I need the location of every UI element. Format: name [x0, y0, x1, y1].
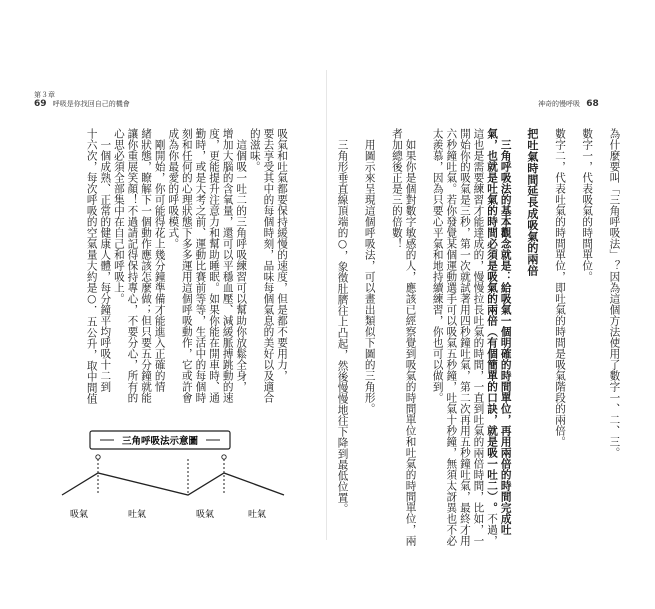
left-body-line: 心思必須全部集中在自己和呼吸上。 [112, 128, 125, 304]
intro-line-3: 數字二，代表吐氣的時間單位，即吐氣的時間是吸氣階段的兩倍。 [554, 128, 567, 447]
breath-wave-line [62, 473, 284, 495]
left-body-line: 一個成熟、正常的健康人體，每分鐘平均呼吸十二到 [99, 128, 112, 392]
left-body-line: 成為你最愛的呼吸模式。 [167, 128, 180, 249]
right-page [328, 0, 655, 609]
left-running-header [34, 100, 130, 109]
left-body-line: 的滋味。 [248, 128, 261, 172]
left-body-line: 勤時，或是大考之前、運動比賽前等等，生活中的每個時 [194, 128, 207, 403]
triangle-breathing-diagram [58, 425, 288, 545]
left-body-line: 吸氣和吐氣都要保持緩慢的速度，但是都不要用力， [276, 128, 288, 381]
section-heading: 把吐氣時間延長成吸氣的兩倍 [525, 128, 539, 277]
left-body-text [58, 128, 288, 411]
paragraph-diagram-intro: 用圖示來呈現這個呼吸法，可以畫出類似下圖的三角形。 [363, 128, 376, 414]
paragraph-multiple-of-three: 如果你是個對數字敏感的人，應該已經察覺到吸氣的時間單位和吐氣的時間單位，兩者加總後正是三的倍數！ [390, 128, 417, 546]
diagram-canvas [58, 425, 288, 545]
left-body-line: 刻和任何的心理狀態下多多運用這個呼吸動作，它或許會 [180, 128, 193, 403]
diagram-title: 三角呼吸法示意圖 [121, 436, 199, 447]
label-exhale-2: 吐氣 [248, 510, 267, 520]
navel-circle-2 [222, 455, 226, 459]
left-body-line: 要去享受其中的每個時刻，品味每個氣息的美好以及適合 [262, 128, 275, 403]
right-body-text [336, 128, 634, 548]
right-page-number: 68 [586, 99, 599, 109]
chapter-label: 第３章 [34, 91, 55, 99]
left-body-line: 緒狀態，瞭解下一個動作應該怎麼做；但只要五分鐘就能 [140, 128, 153, 403]
left-body-line: 剛開始，你可能得花上幾分鐘準備才能進入正確的情 [153, 128, 166, 392]
paragraph-practice: 不過，這也是需要練習才能達成的，慢慢拉長吐氣的時間，一直到吐氣的兩倍時間，比如，一開始你的吸氣是三秒，第一次就試著用四秒鐘吐氣，第二次再用五秒鐘吐氣，最終才用六秒鐘吐氣。若你發覺某個運動選手可以吸氣五秒鐘，吐氣十秒鐘，無須太訝異也不必太羨慕，因為只要心平氣和地持續練習，你也可以做到。 [431, 128, 499, 546]
right-running-header [538, 100, 603, 109]
key-concept-bold: 三角呼吸法的基本觀念就是：給吸氣一個明確的時間單位，再用兩倍的時間完成吐氣，也就是吐氣的時間必須是吸氣的兩倍（有個簡單的口訣，就是吸一吐二）。 [486, 128, 512, 535]
left-body-line: 十六次，每次呼吸的空氣量大約是○．五公升，取中間值 [85, 128, 98, 405]
left-body-line: 讓你重展笑顏！不過請記得保持專心，不要分心，所有的 [126, 128, 139, 403]
left-page-number: 69 [34, 99, 47, 109]
right-header-title: 神奇的慢呼吸 [538, 100, 580, 108]
left-page [0, 0, 327, 609]
paragraph-navel: 三角形垂直線頂端的○，象徵肚臍往上凸起，然後慢慢地往下降到最低位置。 [336, 128, 349, 515]
label-inhale-1: 吸氣 [70, 510, 89, 520]
intro-line-1: 為什麼要叫「三角呼吸法」？因為這個方法使用了數字一、二、三。 [608, 128, 621, 458]
left-body-line: 增加大腦的含氧量，還可以平穩血壓、減緩脈搏跳動的速 [221, 128, 234, 403]
left-body-line: 這個吸一吐二的三角呼吸練習可以幫助你放鬆全身， [235, 128, 248, 392]
intro-line-2: 數字一，代表吸氣的時間單位。 [581, 128, 594, 282]
left-body-line: 度，更能提升注意力和幫助睡眠。如果你能在開車時、通 [208, 128, 221, 403]
label-exhale-1: 吐氣 [128, 510, 147, 520]
navel-circle-1 [96, 455, 100, 459]
left-header-title: 呼吸是你找回自己的機會 [52, 100, 130, 108]
label-inhale-2: 吸氣 [196, 510, 215, 520]
